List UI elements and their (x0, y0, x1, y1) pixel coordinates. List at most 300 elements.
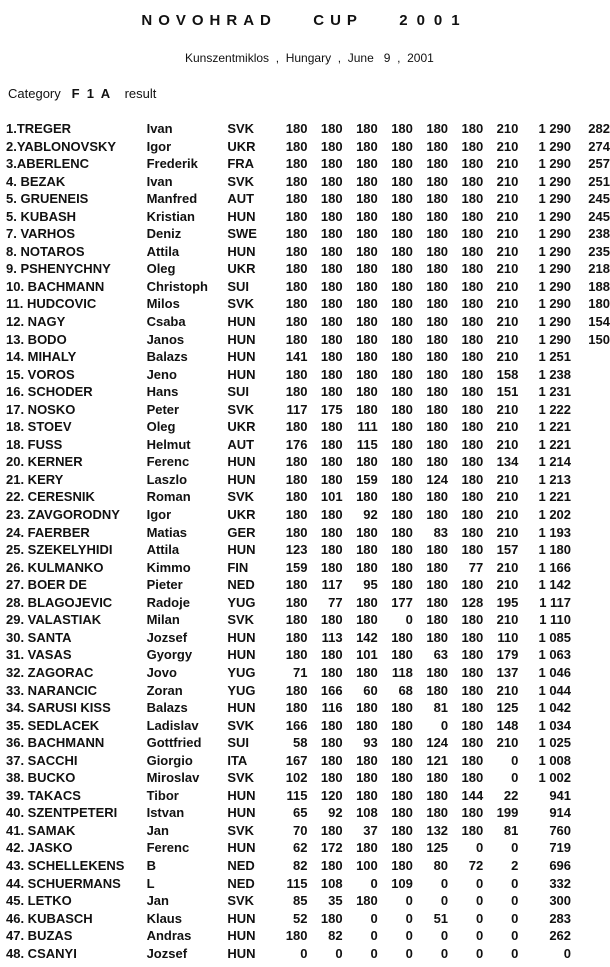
country: HUN (227, 910, 256, 926)
round-1: 180 (285, 121, 308, 136)
round-1: 62 (293, 840, 308, 856)
total-score: 1 290 (538, 208, 572, 224)
fly-off (571, 839, 610, 857)
round-1: 180 (285, 331, 308, 347)
round-7: 210 (496, 489, 519, 505)
round-1: 159 (285, 559, 308, 575)
round-2: 180 (320, 349, 343, 365)
total-score: 914 (549, 805, 572, 821)
round-5: 180 (426, 629, 449, 645)
round-2: 180 (320, 542, 343, 558)
table-row (0, 717, 610, 735)
round-7: 210 (496, 173, 519, 189)
round-7: 0 (511, 928, 519, 944)
country: FIN (227, 559, 249, 575)
first-name: Ferenc (146, 840, 190, 856)
round-5: 125 (426, 840, 449, 856)
round-5: 180 (426, 314, 449, 330)
round-2: 180 (320, 507, 343, 523)
total-score: 1 251 (538, 349, 572, 365)
table-row (0, 401, 610, 419)
round-3: 180 (356, 700, 378, 716)
first-name: Milan (146, 612, 180, 628)
country: SUI (227, 278, 249, 294)
first-name: L (146, 875, 155, 891)
first-name: Kristian (146, 208, 195, 224)
round-7: 134 (496, 454, 519, 470)
table-row (0, 155, 610, 173)
total-score: 1 008 (538, 752, 572, 768)
country: SUI (227, 384, 249, 400)
round-7: 22 (503, 787, 519, 803)
title-word: 2001 (399, 12, 469, 29)
round-3: 0 (370, 928, 378, 944)
round-2: 82 (328, 928, 343, 944)
round-6: 144 (461, 787, 484, 803)
table-row (0, 629, 610, 647)
table-row (0, 295, 610, 313)
country: SVK (227, 173, 255, 189)
round-4: 180 (391, 735, 413, 751)
round-3: 180 (356, 401, 378, 417)
round-3: 100 (356, 857, 378, 873)
round-7: 179 (496, 647, 519, 663)
round-1: 180 (285, 612, 308, 628)
round-7: 199 (496, 805, 519, 821)
round-2: 180 (320, 419, 343, 435)
first-name: Jan (146, 822, 169, 838)
round-2: 180 (320, 173, 343, 189)
round-6: 180 (461, 296, 484, 312)
category-value: F 1 A (71, 86, 111, 101)
round-3: 95 (363, 577, 378, 593)
round-1: 176 (285, 436, 308, 452)
total-score: 1 290 (538, 296, 572, 312)
round-7: 210 (496, 278, 519, 294)
page-title (0, 12, 610, 29)
total-score: 283 (549, 910, 572, 926)
round-4: 180 (391, 384, 413, 400)
table-row (0, 190, 610, 208)
round-7: 158 (496, 366, 519, 382)
table-row (0, 418, 610, 436)
round-3: 180 (356, 770, 378, 786)
table-row (0, 488, 610, 506)
first-name: Pieter (146, 577, 183, 593)
fly-off: 235 (588, 243, 610, 259)
round-6: 180 (461, 208, 484, 224)
round-1: 180 (285, 173, 308, 189)
round-3: 180 (356, 893, 378, 909)
first-name: Attila (146, 243, 180, 259)
competitor-name: 47. BUZAS (6, 928, 73, 944)
fly-off (571, 646, 610, 664)
round-4: 180 (391, 489, 413, 505)
round-3: 115 (356, 436, 378, 452)
country: FRA (227, 156, 255, 172)
first-name: Hans (146, 384, 179, 400)
round-4: 180 (391, 191, 413, 207)
competitor-name: 10. BACHMANN (6, 278, 105, 294)
first-name: Milos (146, 296, 180, 312)
round-4: 180 (391, 805, 413, 821)
round-6: 180 (461, 331, 484, 347)
round-5: 180 (426, 507, 449, 523)
competitor-name: 5. KUBASH (6, 208, 77, 224)
competitor-name: 5. GRUENEIS (6, 191, 89, 207)
country: HUN (227, 542, 256, 558)
round-7: 0 (511, 770, 519, 786)
first-name: Balazs (146, 349, 188, 365)
table-row (0, 120, 610, 138)
title-word: CUP (313, 12, 363, 29)
round-2: 180 (320, 857, 343, 873)
fly-off (571, 945, 610, 963)
round-1: 180 (285, 226, 308, 242)
competitor-name: 31. VASAS (6, 647, 72, 663)
competitor-name: 2.YABLONOVSKY (6, 138, 117, 154)
round-2: 117 (321, 577, 343, 593)
round-7: 210 (496, 138, 519, 154)
first-name: Deniz (146, 226, 182, 242)
round-3: 111 (357, 419, 378, 435)
fly-off (571, 594, 610, 612)
round-3: 108 (356, 805, 378, 821)
round-4: 0 (405, 612, 413, 628)
total-score: 696 (549, 857, 572, 873)
round-4: 180 (391, 419, 413, 435)
first-name: Frederik (146, 156, 198, 172)
round-7: 210 (496, 208, 519, 224)
country: AUT (227, 191, 255, 207)
round-5: 180 (426, 805, 449, 821)
competitor-name: 37. SACCHI (6, 752, 78, 768)
total-score: 1 290 (538, 156, 572, 172)
fly-off: 245 (588, 191, 610, 207)
first-name: Roman (146, 489, 191, 505)
round-6: 180 (461, 261, 484, 277)
fly-off (571, 892, 610, 910)
competitor-name: 21. KERY (6, 471, 64, 487)
round-5: 81 (433, 700, 449, 716)
round-3: 180 (356, 226, 378, 242)
table-row (0, 436, 610, 454)
round-4: 180 (391, 454, 413, 470)
round-1: 166 (285, 717, 308, 733)
round-7: 148 (496, 717, 519, 733)
round-6: 180 (461, 735, 484, 751)
title-word: NOVOHRAD (141, 12, 277, 29)
category-line (8, 86, 156, 101)
first-name: Klaus (146, 910, 182, 926)
round-4: 180 (391, 349, 413, 365)
round-5: 180 (426, 559, 449, 575)
fly-off (571, 787, 610, 805)
competitor-name: 39. TAKACS (6, 787, 81, 803)
fly-off (571, 541, 610, 559)
round-6: 0 (475, 875, 484, 891)
round-2: 180 (320, 278, 343, 294)
round-4: 180 (391, 770, 413, 786)
round-1: 71 (293, 664, 308, 680)
round-5: 180 (426, 226, 449, 242)
round-2: 180 (320, 735, 343, 751)
round-4: 180 (391, 208, 413, 224)
round-1: 180 (285, 471, 308, 487)
round-1: 180 (285, 928, 308, 944)
round-2: 180 (320, 664, 343, 680)
round-3: 180 (356, 524, 378, 540)
round-7: 210 (496, 507, 519, 523)
round-7: 210 (496, 261, 519, 277)
round-2: 0 (335, 945, 343, 961)
round-6: 180 (461, 629, 484, 645)
round-7: 110 (497, 629, 519, 645)
fly-off (571, 401, 610, 419)
round-4: 180 (391, 822, 413, 838)
round-6: 180 (461, 243, 484, 259)
round-1: 0 (300, 945, 308, 961)
round-2: 180 (320, 138, 343, 154)
round-4: 180 (391, 559, 413, 575)
fly-off (571, 524, 610, 542)
fly-off (571, 752, 610, 770)
round-3: 60 (363, 682, 378, 698)
country: GER (227, 524, 256, 540)
country: SVK (227, 612, 255, 628)
round-3: 180 (356, 594, 378, 610)
round-2: 180 (320, 752, 343, 768)
round-5: 124 (426, 735, 449, 751)
round-3: 180 (356, 243, 378, 259)
table-row (0, 752, 610, 770)
round-1: 180 (285, 261, 308, 277)
fly-off (571, 418, 610, 436)
first-name: Jovo (146, 664, 177, 680)
table-row (0, 471, 610, 489)
round-4: 180 (391, 261, 413, 277)
table-row (0, 383, 610, 401)
round-5: 0 (440, 945, 449, 961)
competitor-name: 18. FUSS (6, 436, 63, 452)
first-name: Jozsef (146, 629, 188, 645)
total-score: 1 290 (538, 226, 572, 242)
round-3: 180 (356, 384, 378, 400)
country: NED (227, 857, 255, 873)
round-4: 180 (391, 647, 413, 663)
round-1: 180 (285, 384, 308, 400)
total-score: 1 085 (538, 629, 572, 645)
total-score: 1 290 (538, 314, 572, 330)
round-5: 180 (426, 770, 449, 786)
round-1: 180 (285, 594, 308, 610)
round-3: 101 (356, 647, 378, 663)
first-name: Zoran (146, 682, 183, 698)
round-2: 180 (320, 612, 343, 628)
first-name: Miroslav (146, 770, 200, 786)
round-6: 180 (461, 524, 484, 540)
round-6: 180 (461, 700, 484, 716)
total-score: 1 002 (538, 770, 572, 786)
round-4: 180 (391, 226, 413, 242)
table-row (0, 734, 610, 752)
round-2: 180 (320, 226, 343, 242)
round-4: 180 (391, 366, 413, 382)
competitor-name: 14. MIHALY (6, 349, 77, 365)
fly-off: 245 (588, 208, 610, 224)
competitor-name: 25. SZEKELYHIDI (6, 542, 113, 558)
first-name: Ladislav (146, 717, 199, 733)
competitor-name: 22. CERESNIK (6, 489, 95, 505)
competitor-name: 12. NAGY (6, 314, 66, 330)
first-name: Igor (146, 507, 172, 523)
round-4: 180 (391, 787, 413, 803)
first-name: Peter (146, 401, 180, 417)
fly-off (571, 383, 610, 401)
round-6: 180 (461, 822, 484, 838)
competitor-name: 1.TREGER (6, 121, 72, 136)
round-4: 109 (391, 875, 413, 891)
round-1: 115 (286, 787, 308, 803)
first-name: Igor (146, 138, 172, 154)
round-4: 180 (391, 278, 413, 294)
country: HUN (227, 454, 256, 470)
round-5: 180 (426, 419, 449, 435)
round-1: 180 (285, 156, 308, 172)
competitor-name: 40. SZENTPETERI (6, 805, 118, 821)
fly-off (571, 488, 610, 506)
fly-off (571, 559, 610, 577)
first-name: Radoje (146, 594, 190, 610)
fly-off (571, 717, 610, 735)
country: SVK (227, 489, 255, 505)
fly-off (571, 822, 610, 840)
competitor-name: 13. BODO (6, 331, 67, 347)
country: SVK (227, 717, 255, 733)
round-1: 85 (293, 893, 308, 909)
total-score: 1 290 (538, 331, 572, 347)
total-score: 1 290 (538, 278, 572, 294)
total-score: 1 222 (538, 401, 572, 417)
fly-off (571, 436, 610, 454)
round-6: 180 (461, 507, 484, 523)
first-name: Ferenc (146, 454, 190, 470)
round-4: 0 (405, 945, 413, 961)
round-4: 180 (391, 173, 413, 189)
round-6: 180 (461, 542, 484, 558)
round-5: 180 (426, 296, 449, 312)
table-row (0, 173, 610, 191)
competitor-name: 8. NOTAROS (6, 243, 85, 259)
total-score: 1 221 (538, 436, 572, 452)
round-3: 180 (356, 278, 378, 294)
competitor-name: 16. SCHODER (6, 384, 93, 400)
country: HUN (227, 928, 256, 944)
round-7: 210 (496, 682, 519, 698)
competitor-name: 9. PSHENYCHNY (6, 261, 111, 277)
round-2: 180 (320, 822, 343, 838)
round-5: 180 (426, 331, 449, 347)
round-7: 210 (496, 191, 519, 207)
round-3: 180 (356, 121, 378, 136)
round-1: 123 (285, 542, 308, 558)
country: UKR (227, 419, 256, 435)
round-4: 118 (391, 664, 413, 680)
round-6: 180 (461, 805, 484, 821)
table-row (0, 822, 610, 840)
round-7: 151 (496, 384, 519, 400)
round-5: 180 (426, 454, 449, 470)
round-4: 180 (391, 138, 413, 154)
total-score: 719 (549, 840, 572, 856)
round-5: 180 (426, 401, 449, 417)
round-2: 77 (328, 594, 343, 610)
fly-off: 154 (588, 314, 610, 330)
total-score: 1 214 (538, 454, 572, 470)
round-3: 180 (356, 314, 378, 330)
round-6: 180 (461, 401, 484, 417)
round-4: 180 (391, 296, 413, 312)
country: SVK (227, 822, 255, 838)
first-name: Jan (146, 893, 169, 909)
fly-off (571, 664, 610, 682)
round-7: 210 (496, 419, 519, 435)
round-2: 180 (320, 156, 343, 172)
round-2: 101 (320, 489, 343, 505)
fly-off: 188 (588, 278, 610, 294)
table-row (0, 278, 610, 296)
round-2: 172 (320, 840, 343, 856)
round-3: 142 (356, 629, 378, 645)
round-7: 210 (496, 735, 519, 751)
fly-off: 218 (588, 261, 610, 277)
competitor-name: 4. BEZAK (6, 173, 66, 189)
round-5: 180 (426, 208, 449, 224)
fly-off (571, 734, 610, 752)
round-6: 180 (461, 612, 484, 628)
round-5: 180 (426, 243, 449, 259)
round-3: 180 (356, 173, 378, 189)
round-5: 0 (440, 875, 449, 891)
round-1: 180 (285, 243, 308, 259)
round-7: 0 (511, 893, 519, 909)
first-name: Attila (146, 542, 180, 558)
round-6: 0 (475, 945, 484, 961)
table-row (0, 576, 610, 594)
competitor-name: 27. BOER DE (6, 577, 87, 593)
category-label: Category (8, 86, 61, 101)
total-score: 1 166 (538, 559, 572, 575)
round-1: 180 (285, 524, 308, 540)
round-4: 180 (391, 436, 413, 452)
country: YUG (227, 682, 256, 698)
table-row (0, 611, 610, 629)
fly-off (571, 506, 610, 524)
round-4: 0 (405, 928, 413, 944)
round-5: 180 (426, 612, 449, 628)
table-row (0, 892, 610, 910)
round-6: 180 (461, 489, 484, 505)
round-5: 0 (440, 928, 449, 944)
round-1: 117 (286, 401, 308, 417)
round-2: 180 (320, 366, 343, 382)
round-4: 0 (405, 910, 413, 926)
total-score: 262 (549, 928, 572, 944)
round-2: 180 (320, 121, 343, 136)
fly-off: 257 (588, 156, 610, 172)
round-4: 180 (391, 471, 413, 487)
country: UKR (227, 507, 256, 523)
